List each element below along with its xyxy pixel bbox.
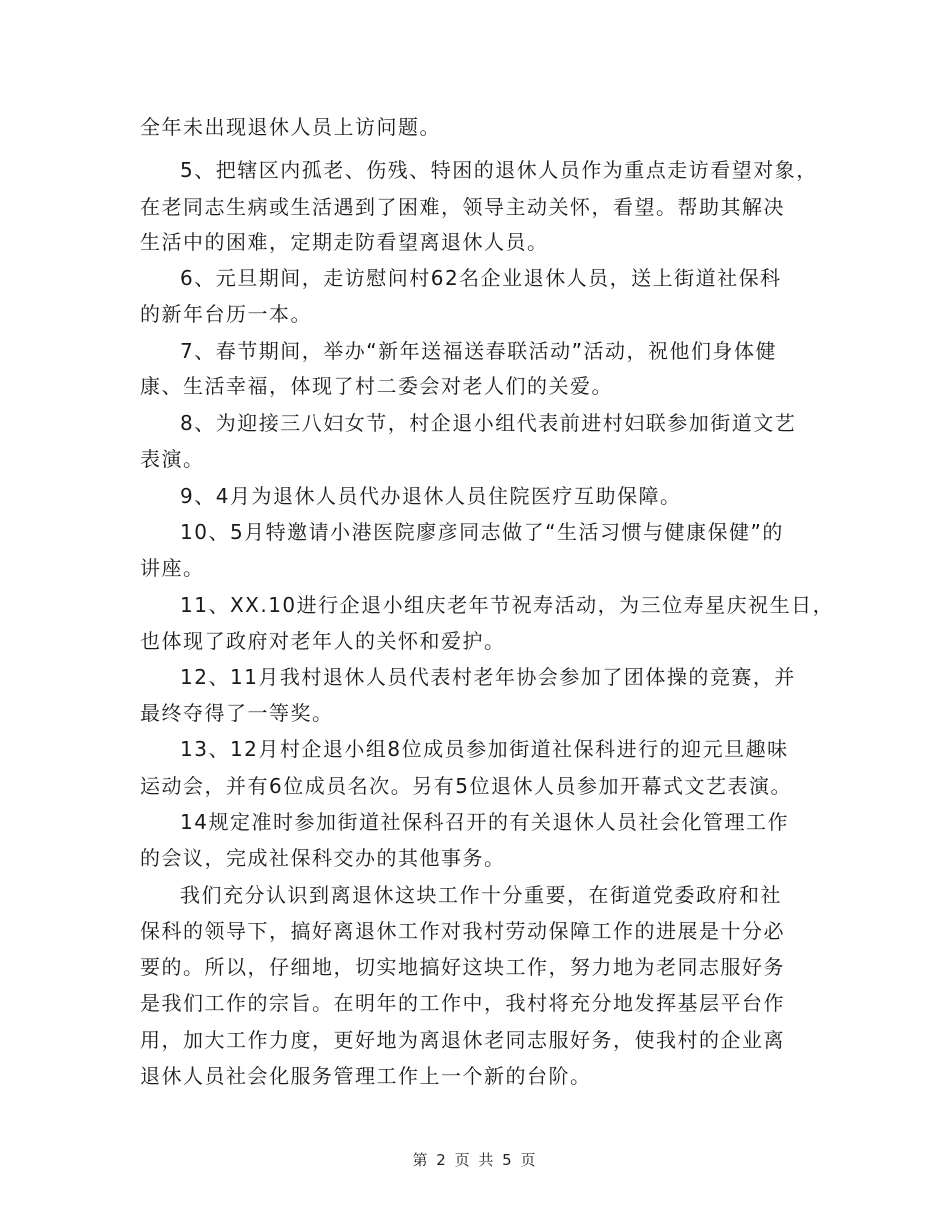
body-line: 用，加大工作力度，更好地为离退休老同志服好务，使我村的企业离 (140, 1028, 785, 1052)
body-line: 的新年台历一本。 (140, 302, 312, 326)
body-line: 讲座。 (140, 556, 205, 580)
body-line: 的会议，完成社保科交办的其他事务。 (140, 846, 506, 870)
body-line: 在老同志生病或生活遇到了困难，领导主动关怀，看望。帮助其解决 (140, 195, 785, 219)
body-line: 运动会，并有6位成员名次。另有5位退休人员参加开幕式文艺表演。 (140, 774, 792, 798)
body-line: 最终夺得了一等奖。 (140, 701, 334, 725)
paragraph-first-line: 我们充分认识到离退休这块工作十分重要，在街道党委政府和社 (180, 883, 782, 907)
body-line: 全年未出现退休人员上访问题。 (140, 115, 441, 139)
body-line: 生活中的困难，定期走防看望离退休人员。 (140, 230, 549, 254)
paragraph-first-line: 9、4月为退休人员代办退休人员住院医疗互助保障。 (180, 484, 682, 508)
page-number-footer: 第 2 页 共 5 页 (412, 1151, 538, 1169)
body-line: 表演。 (140, 447, 205, 471)
body-line: 退休人员社会化服务管理工作上一个新的台阶。 (140, 1064, 592, 1088)
body-line: 康、生活幸福，体现了村二委会对老人们的关爱。 (140, 374, 613, 398)
body-line: 也体现了政府对老年人的关怀和爱护。 (140, 629, 506, 653)
paragraph-first-line: 8、为迎接三八妇女节，村企退小组代表前进村妇联参加街道文艺 (180, 411, 797, 435)
body-line: 是我们工作的宗旨。在明年的工作中，我村将充分地发挥基层平台作 (140, 991, 785, 1015)
paragraph-first-line: 13、12月村企退小组8位成员参加街道社保科进行的迎元旦趣味 (180, 737, 789, 761)
paragraph-first-line: 14规定准时参加街道社保科召开的有关退休人员社会化管理工作 (180, 810, 789, 834)
paragraph-first-line: 6、元旦期间，走访慰问村62名企业退休人员，送上街道社保科 (180, 266, 782, 290)
body-line: 保科的领导下，搞好离退休工作对我村劳动保障工作的进展是十分必 (140, 919, 785, 943)
paragraph-first-line: 5、把辖区内孤老、伤残、特困的退休人员作为重点走访看望对象， (180, 158, 818, 182)
paragraph-first-line: 12、11月我村退休人员代表村老年协会参加了团体操的竞赛，并 (180, 665, 796, 689)
paragraph-first-line: 10、5月特邀请小港医院廖彦同志做了“生活习惯与健康保健”的 (180, 520, 784, 544)
paragraph-first-line: 7、春节期间，举办“新年送福送春联活动”活动，祝他们身体健 (180, 339, 777, 363)
paragraph-first-line: 11、XX.10进行企退小组庆老年节祝寿活动，为三位寿星庆祝生日， (180, 593, 835, 617)
body-line: 要的。所以，仔细地，切实地搞好这块工作，努力地为老同志服好务 (140, 955, 785, 979)
